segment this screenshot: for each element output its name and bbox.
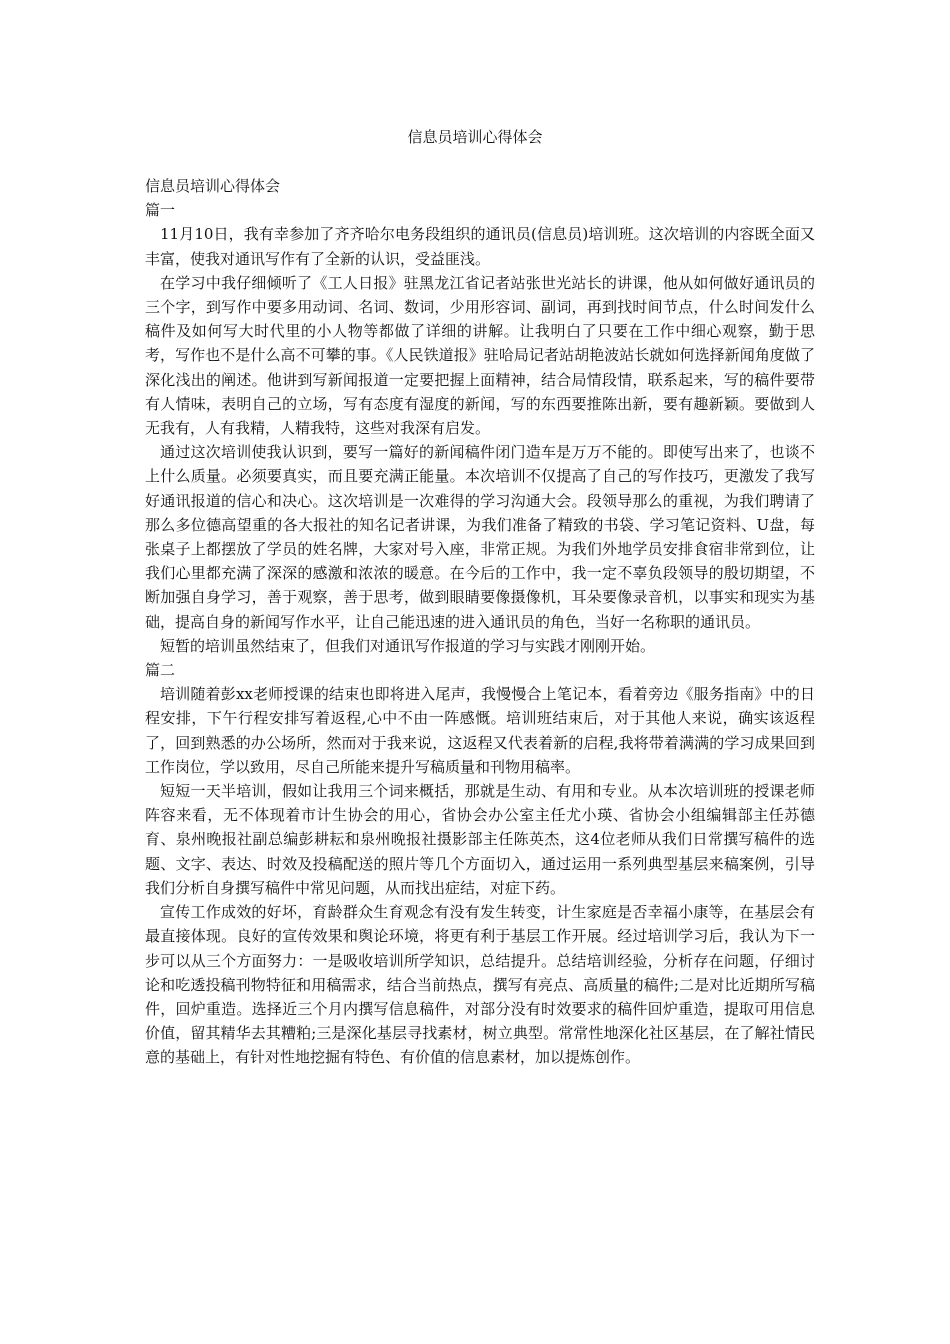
paragraph: 短暂的培训虽然结束了，但我们对通讯写作报道的学习与实践才刚刚开始。	[160, 636, 656, 655]
paragraph: 11月10日，我有幸参加了齐齐哈尔电务段组织的通讯员(信息员)培训班。这次培训的内容既全面又丰富，使我对通讯写作有了全新的认识，受益匪浅。	[145, 225, 815, 268]
paragraph: 通过这次培训使我认识到，要写一篇好的新闻稿件闭门造车是万万不能的。即使写出来了，也谈不上什么质量。必须要真实，而且要充满正能量。本次培训不仅提高了自己的写作技巧，更激发了我写好通讯报道的信心和决心。这次培训是一次难得的学习沟通大会。段领导那么的重视，为我们聘请了那么多位德高望重的各大报社的知名记者讲课，为我们准备了精致的书袋、学习笔记资料、U盘，每张桌子上都摆放了学员的姓名牌，大家对号入座，非常正规。为我们外地学员安排食宿非常到位，让我们心里都充满了深深的感激和浓浓的暖意。在今后的工作中，我一定不辜负段领导的殷切期望，不断加强自身学习，善于观察，善于思考，做到眼睛要像摄像机，耳朵要像录音机，以事实和现实为基础，提高自身的新闻写作水平，让自己能迅速的进入通讯员的角色，当好一名称职的通讯员。	[145, 443, 815, 631]
paragraph: 培训随着彭xx老师授课的结束也即将进入尾声，我慢慢合上笔记本，看着旁边《服务指南》中的日程安排，下午行程安排写着返程,心中不由一阵感慨。培训班结束后，对于其他人来说，确实该返程了，回到熟悉的办公场所，然而对于我来说，这返程又代表着新的启程,我将带着满满的学习成果回到工作岗位，学以致用，尽自己所能来提升写稿质量和刊物用稿率。	[145, 685, 815, 776]
paragraph: 宣传工作成效的好坏，育龄群众生育观念有没有发生转变，计生家庭是否幸福小康等，在基层会有最直接体现。良好的宣传效果和舆论环境，将更有利于基层工作开展。经过培训学习后，我认为下一步可以从三个方面努力：一是吸收培训所学知识，总结提升。总结培训经验，分析存在问题，仔细讨论和吃透投稿刊物特征和用稿需求，结合当前热点，撰写有亮点、高质量的稿件;二是对比近期所写稿件，回炉重造。选择近三个月内撰写信息稿件，对部分没有时效要求的稿件回炉重造，提取可用信息价值，留其精华去其糟粕;三是深化基层寻找素材，树立典型。常常性地深化社区基层，在了解社情民意的基础上，有针对性地挖掘有特色、有价值的信息素材，加以提炼创作。	[145, 903, 815, 1067]
document-body	[145, 174, 815, 1070]
section-heading-1: 篇一	[145, 201, 176, 220]
paragraph: 在学习中我仔细倾听了《工人日报》驻黑龙江省记者站张世光站长的讲课，他从如何做好通讯员的三个字，到写作中要多用动词、名词、数词，少用形容词、副词，再到找时间节点，什么时间发什么稿件及如何写大时代里的小人物等都做了详细的讲解。让我明白了只要在工作中细心观察，勤于思考，写作也不是什么高不可攀的事。《人民铁道报》驻哈局记者站胡艳波站长就如何选择新闻角度做了深化浅出的阐述。他讲到写新闻报道一定要把握上面精神，结合局情段情，联系起来，写的稿件要带有人情味，表明自己的立场，写有态度有湿度的新闻，写的东西要推陈出新，要有趣新颖。要做到人无我有，人有我精，人精我特，这些对我深有启发。	[145, 273, 815, 438]
page-title: 信息员培训心得体会	[407, 128, 543, 146]
section-heading-2: 篇二	[145, 661, 176, 680]
paragraph: 短短一天半培训，假如让我用三个词来概括，那就是生动、有用和专业。从本次培训班的授课老师阵容来看，无不体现着市计生协会的用心，省协会办公室主任尤小瑛、省协会小组编辑部主任苏德育、泉州晚报社副总编彭耕耘和泉州晚报社摄影部主任陈英杰，这4位老师从我们日常撰写稿件的选题、文字、表达、时效及投稿配送的照片等几个方面切入，通过运用一系列典型基层来稿案例，引导我们分析自身撰写稿件中常见问题，从而找出症结，对症下药。	[145, 782, 815, 897]
document-subtitle: 信息员培训心得体会	[145, 177, 281, 195]
